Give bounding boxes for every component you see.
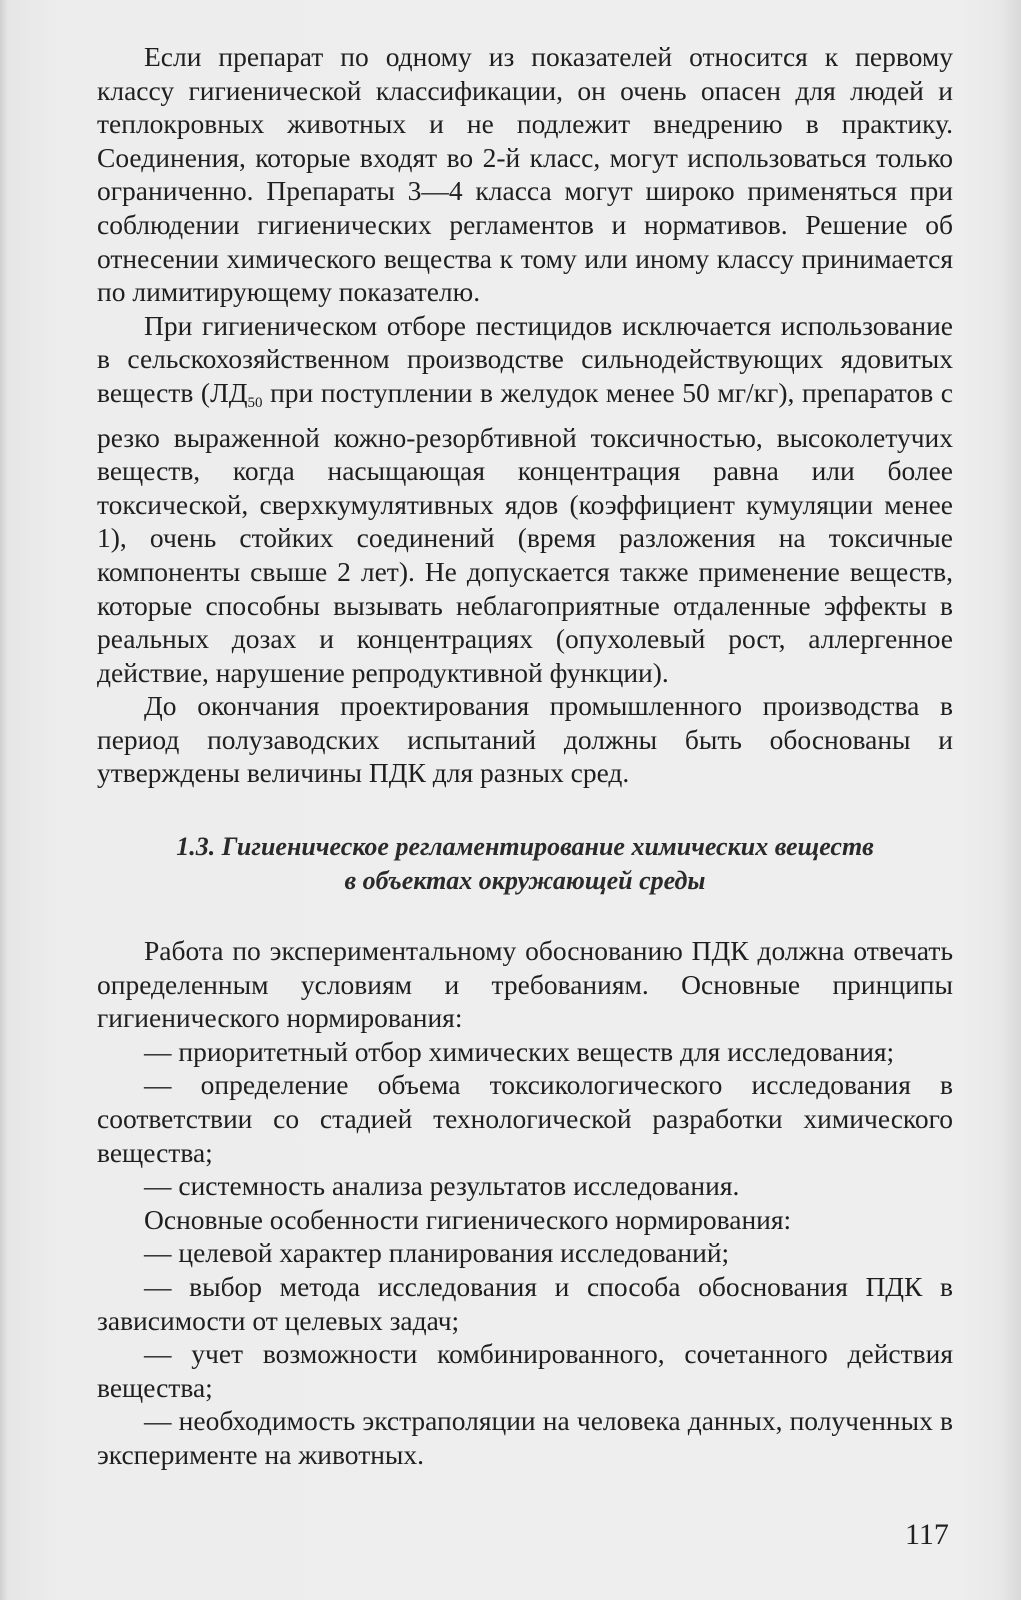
ld-subscript: 50: [247, 394, 263, 411]
paragraph-features-intro: Основные особенности гигиенического нормирования:: [144, 1203, 792, 1235]
paragraph-pdk-approval: До окончания проектирования промышленного производства в период полузаводских испытаний должны быть обоснованы и утверждены величины ПДК для разных сред.: [97, 690, 953, 789]
section-heading: [97, 830, 953, 898]
list-item-feature: — целевой характер планирования исследований;: [144, 1237, 730, 1269]
paragraph-pesticide-selection-part2: при поступлении в желудок менее 50 мг/кг), препаратов с резко выраженной кожно-резорбтивной токсичностью, высоколетучих веществ, когда насыщающая концентрация равна или более токсической, сверхкумулятивных ядов (коэффициент кумуляции менее 1), очень стойких соединений (время разложения на токсичные компоненты свыше 2 лет). Не допускается также применение веществ, которые способны вызывать неблагоприятные отдаленные эффекты в реальных дозах и концентрациях (опухолевый рост, аллергенное действие, нарушение репродуктивной функции).: [97, 376, 953, 688]
list-item-feature: — выбор метода исследования и способа обоснования ПДК в зависимости от целевых задач;: [97, 1271, 953, 1336]
list-item-feature: — необходимость экстраполяции на человека данных, полученных в эксперименте на животных.: [97, 1405, 953, 1470]
list-item-feature: — учет возможности комбинированного, сочетанного действия вещества;: [97, 1338, 953, 1403]
section-heading-line1: 1.3. Гигиеническое регламентирование химических веществ: [176, 832, 874, 862]
paragraph-pesticide-selection-part1: При гигиеническом отборе пестицидов исключается использование в сельскохозяйственном производстве сильнодействующих ядовитых веществ (ЛД: [97, 309, 953, 408]
list-item-principle: — системность анализа результатов исследования.: [144, 1170, 740, 1202]
section-heading-line2: в объектах окружающей среды: [344, 866, 706, 896]
list-item-principle: — приоритетный отбор химических веществ для исследования;: [144, 1035, 895, 1067]
paragraph-pesticide-selection: [97, 309, 953, 690]
body-text: [97, 40, 953, 1472]
list-item-principle: — определение объема токсикологического исследования в соответствии со стадией технологической разработки химического вещества;: [97, 1069, 953, 1168]
paragraph-pdk-principles-intro: Работа по экспериментальному обоснованию ПДК должна отвечать определенным условиям и требованиям. Основные принципы гигиенического нормирования:: [97, 935, 953, 1034]
page-number: 117: [905, 1518, 949, 1551]
paragraph-hazard-classes: Если препарат по одному из показателей относится к первому классу гигиенической классификации, он очень опасен для людей и теплокровных животных и не подлежит внедрению в практику. Соединения, которые входят во 2-й класс, могут использоваться только ограниченно. Препараты 3—4 класса могут широко применяться при соблюдении гигиенических регламентов и нормативов. Решение об отнесении химического вещества к тому или иному классу принимается по лимитирующему показателю.: [97, 41, 953, 308]
